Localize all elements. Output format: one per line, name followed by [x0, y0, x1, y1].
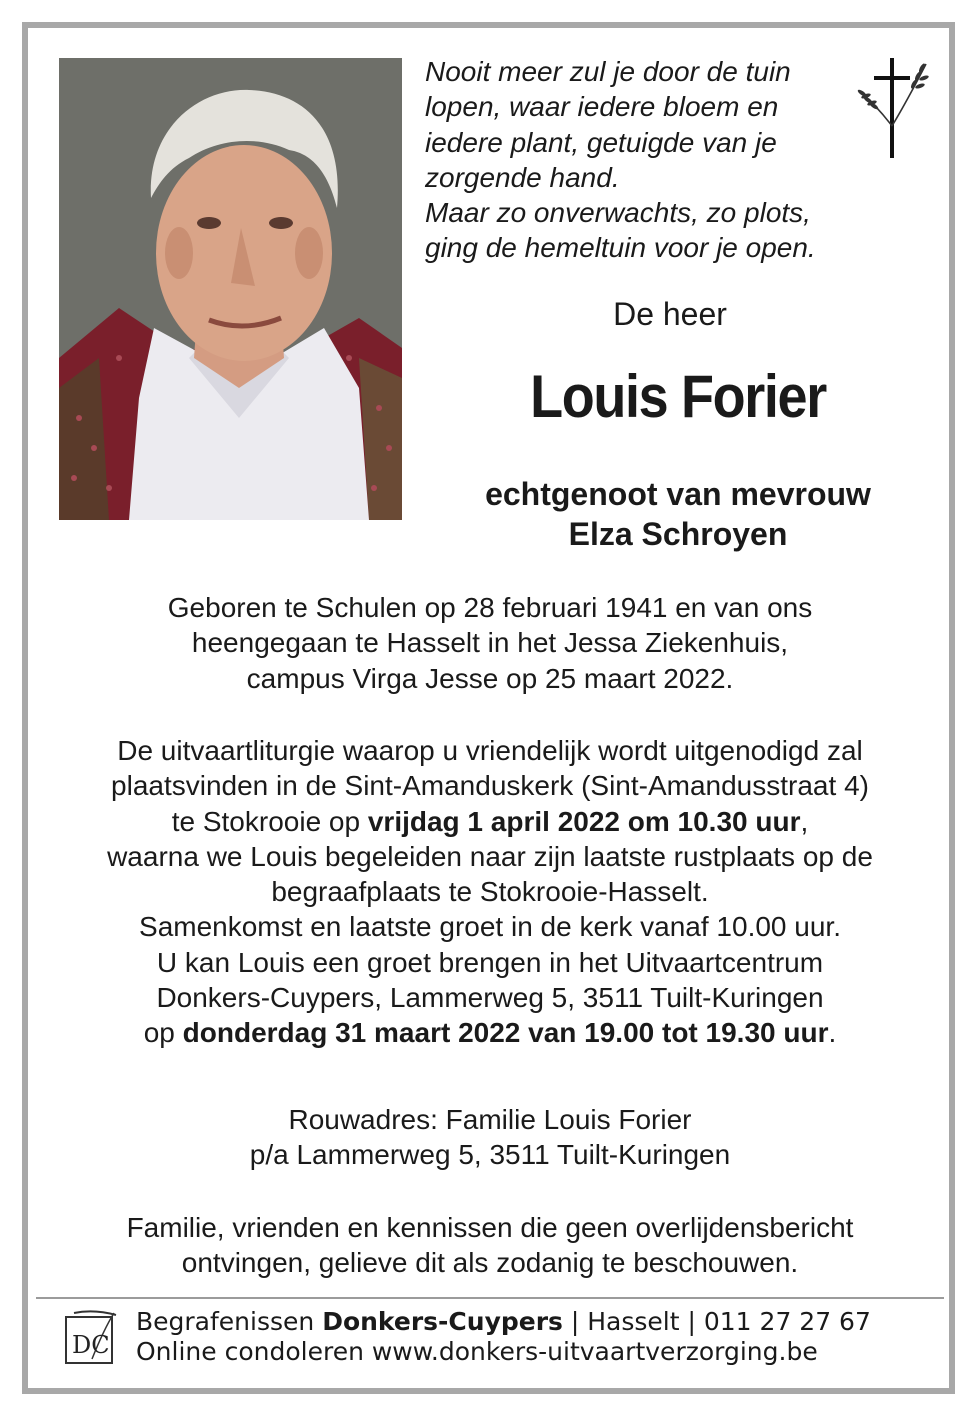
text-line: U kan Louis een groet brengen in het Uitvaartcentrum	[156, 946, 824, 978]
text-span: | Hasselt | 011 27 27 67	[562, 1307, 871, 1336]
portrait-photo	[59, 58, 402, 520]
text-line: waarna we Louis begeleiden naar zijn laatste rustplaats op de	[107, 840, 873, 872]
text-line: De uitvaartliturgie waarop u vriendelijk wordt uitgenodigd zal	[117, 735, 863, 766]
funeral-home-footer	[136, 1307, 926, 1367]
deceased-name: Louis Forier	[530, 363, 826, 430]
text-line: heengegaan te Hasselt in het Jessa Ziekenhuis,	[191, 627, 789, 659]
funeral-home-name: Donkers-Cuypers	[322, 1307, 563, 1336]
funeral-date: vrijdag 1 april 2022 om 10.30 uur	[367, 805, 801, 837]
text-line: plaatsvinden in de Sint-Amanduskerk (Sint-Amandusstraat 4)	[111, 770, 869, 802]
footer-line	[136, 1307, 926, 1337]
text-line: ontvingen, gelieve dit als zodanig te beschouwen.	[181, 1247, 799, 1279]
poem	[425, 54, 865, 266]
poem-line: iedere plant, getuigde van je	[425, 126, 777, 158]
funeral-home-logo	[64, 1309, 120, 1367]
spouse-info	[420, 474, 936, 554]
text-span: .	[828, 1017, 837, 1049]
cross-icon	[852, 56, 930, 160]
poem-line: Maar zo onverwachts, zo plots,	[425, 197, 811, 229]
poem-line: Nooit meer zul je door de tuin	[425, 56, 791, 87]
text-span: Begrafenissen	[136, 1307, 323, 1336]
logo-lettering: DC	[72, 1331, 110, 1359]
text-line: Geboren te Schulen op 28 februari 1941 en van ons	[167, 592, 813, 623]
poem-line: zorgende hand.	[425, 161, 620, 193]
text-span: te Stokrooie op	[171, 805, 368, 837]
text-line: Samenkomst en laatste groet in de kerk vanaf 10.00 uur.	[139, 911, 841, 943]
poem-line: ging de hemeltuin voor je open.	[425, 232, 816, 264]
text-line: Familie, vrienden en kennissen die geen overlijdensbericht	[126, 1212, 854, 1243]
mourning-address	[40, 1102, 940, 1173]
birth-death-info	[40, 590, 940, 696]
notice	[40, 1210, 940, 1281]
salutation: De heer	[613, 296, 727, 332]
text-span: op	[143, 1017, 183, 1049]
funeral-info	[40, 733, 940, 1051]
portrait-illustration	[59, 58, 402, 520]
poem-line: lopen, waar iedere bloem en	[425, 91, 779, 123]
text-line: p/a Lammerweg 5, 3511 Tuilt-Kuringen	[249, 1139, 731, 1171]
text-line: campus Virga Jesse op 25 maart 2022.	[246, 662, 734, 694]
spouse-name: Elza Schroyen	[568, 516, 788, 552]
visitation-date: donderdag 31 maart 2022 van 19.00 tot 19.30 uur	[182, 1017, 829, 1049]
text-line	[40, 804, 940, 839]
spouse-line: echtgenoot van mevrouw	[485, 476, 871, 512]
text-line: Rouwadres: Familie Louis Forier	[288, 1104, 692, 1135]
text-line: Donkers-Cuypers, Lammerweg 5, 3511 Tuilt-Kuringen	[156, 982, 824, 1014]
divider	[36, 1297, 944, 1299]
text-line	[40, 1015, 940, 1050]
text-line: begraafplaats te Stokrooie-Hasselt.	[271, 876, 709, 908]
condolence-website[interactable]: Online condoleren www.donkers-uitvaartverzorging.be	[136, 1337, 818, 1366]
text-span: ,	[800, 805, 809, 837]
